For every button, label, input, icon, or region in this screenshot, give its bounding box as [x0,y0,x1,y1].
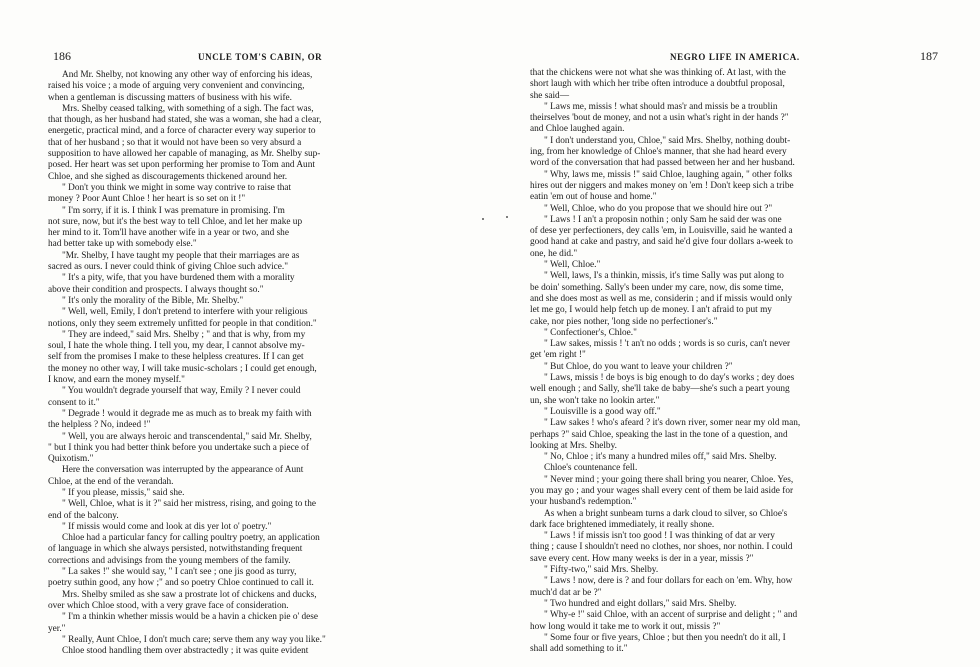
text-line: " Degrade ! would it degrade me as much as to break my faith with [62,408,312,419]
right-page-number: 187 [920,49,938,63]
text-line: As when a bright sunbeam turns a dark cloud to silver, so Chloe's [544,508,788,519]
text-line: " Well, Chloe, who do you propose that we should hire out ?" [544,203,773,214]
text-line: " Two hundred and eight dollars," said Mrs. Shelby. [544,598,737,609]
text-line: the helpless ? No, indeed !" [48,420,151,431]
text-line: " La sakes !" she would say, " I can't see ; one jis good as turry, [62,567,297,578]
text-line: of dese yer perfectioners, dey calls 'em, in Louisville, said he wanted a [530,226,793,237]
text-line: soul, I hate the whole thing. I tell you, my dear, I cannot absolve my- [48,341,305,352]
left-page [48,0,454,667]
text-line: hires out der niggers and makes money on 'em ! Don't keep sich a tribe [530,180,794,191]
text-line: " It's only the morality of the Bible, Mr. Shelby." [62,295,244,306]
text-line: supposition to have allowed her capable of managing, as Mr. Shelby sup- [48,149,321,160]
text-line: how long would it take me to work it out, missis ?" [530,621,721,632]
text-line: save every cent. How many weeks is der in a year, missis ?" [530,553,754,564]
text-line: " Why-e !" said Chloe, with an accent of surprise and delight ; " and [544,610,798,621]
text-line: " No, Chloe ; it's many a hundred miles off," said Mrs. Shelby. [544,452,777,463]
text-line: be doin' something. Sally's been under my care, now, dis some time, [530,282,784,293]
text-line: Chloe's countenance fell. [544,463,638,474]
text-line: " They are indeed," said Mrs. Shelby ; " and that is why, from my [62,329,306,340]
left-page-number: 186 [53,49,71,63]
text-line: " I don't understand you, Chloe," said Mrs. Shelby, nothing doubt- [544,135,791,146]
text-line: Chloe stood handling them over abstractedly ; it was quite evident [62,646,309,657]
text-line: that of her husband ; so that it would not have been so very absurd a [48,137,302,148]
text-line: corrections and advisings from the young members of the family. [48,555,291,566]
text-line: ing, from her knowledge of Chloe's manner, that she had heard every [530,147,787,158]
text-line: she said— [530,90,569,101]
text-line: " Some four or five years, Chloe ; but then you needn't do it all, I [544,632,786,643]
text-line: perhaps ?" said Chloe, speaking the last in the tone of a question, and [530,429,788,440]
text-line: " It's a pity, wife, that you have burdened them with a morality [62,273,295,284]
left-running-head [48,49,454,64]
text-line: end of the balcony. [48,510,119,521]
text-line: let me go, I would help fetch up de money. I an't afraid to put my [530,305,772,316]
text-line: " Law sakes, missis ! 't an't no odds ; words is so curis, can't never [544,339,791,350]
text-line: Chloe had a particular fancy for calling poultry poetry, an application [62,533,320,544]
text-line: yer." [48,623,66,634]
text-line: looking at Mrs. Shelby. [530,440,617,451]
text-line: short laugh with which her tribe often introduce a doubtful proposal, [530,79,785,90]
right-page [530,0,938,667]
text-line: consent to it." [48,397,100,408]
text-line: eatin 'em out of house and home." [530,192,657,203]
text-line: " I'm a thinkin whether missis would be a havin a chicken pie o' dese [62,612,319,623]
text-line: " Laws, missis ! de boys is big enough to do day's works ; dey does [544,373,795,384]
text-line: Mrs. Shelby smiled as she saw a prostrate lot of chickens and ducks, [62,589,317,600]
right-running-head [530,49,938,64]
text-line: " Well, Chloe." [544,260,601,271]
text-line: "Mr. Shelby, I have taught my people that their marriages are as [62,250,300,261]
text-line: the money no other way, I will take music-scholars ; I could get enough, [48,363,317,374]
text-line: " Really, Aunt Chloe, I don't much care; serve them any way you like." [62,634,326,645]
text-line: cake, nor pies nother, 'long side no perfectioner's." [530,316,718,327]
text-line: " Never mind ; your going there shall bring you nearer, Chloe. Yes, [544,474,794,485]
gutter-speck [482,218,484,220]
text-line: that the chickens were not what she was thinking of. At last, with the [530,68,786,78]
text-line: good hand at cake and pastry, and said he'd give four dollars a-week to [530,237,793,248]
text-line: thing ; cause I shouldn't need no clothes, nor shoes, nor nothin. I could [530,542,793,553]
text-line: dark face brightened immediately, it really shone. [530,519,715,530]
text-line: " Laws ! if missis isn't too good ! I was thinking of dat ar very [544,531,775,542]
text-line: poetry suthin good, any how ;" and so poetry Chloe continued to call it. [48,578,314,589]
text-line: theirselves 'bout de money, and not a usin what's right in der hands ?" [530,113,789,124]
text-line: and she does most as well as me, considerin ; and if missis would only [530,293,793,304]
gutter-speck [506,216,508,218]
right-running-title: NEGRO LIFE IN AMERICA. [670,52,800,62]
text-line: Mrs. Shelby ceased talking, with something of a sigh. The fact was, [62,103,314,114]
text-line: Quixotism." [48,454,94,465]
text-line: " Laws ! now, dere is ? and four dollars for each on 'em. Why, how [544,576,793,587]
text-line: that though, as her husband had stated, she was a woman, she had a clear, [48,115,322,126]
text-line: sacred as ours. I never could think of giving Chloe such advice." [48,262,289,273]
text-line: get 'em right !" [530,350,586,361]
text-line: and Chloe laughed again. [530,124,625,135]
text-line: And Mr. Shelby, not knowing any other way of enforcing his ideas, [62,70,313,80]
text-line: " Why, laws me, missis !" said Chloe, laughing again, " other folks [544,169,793,180]
text-line: " Well, Chloe, what is it ?" said her mistress, rising, and going to the [62,499,317,510]
text-line: money ? Poor Aunt Chloe ! her heart is so set on it !" [48,194,246,205]
text-line: when a gentleman is discussing matters of business with his wife. [48,92,293,103]
text-line: of language in which she always persisted, notwithstanding frequent [48,544,303,555]
text-line: Chloe, at the end of the verandah. [48,476,174,487]
text-line: " Well, laws, I's a thinkin, missis, it's time Sally was put along to [544,271,784,282]
text-line: " Fifty-two," said Mrs. Shelby. [544,565,659,576]
text-line: had better take up with somebody else." [48,239,197,250]
text-line: you may go ; and your wages shall every cent of them be laid aside for [530,485,794,496]
text-line: your husband's redemption." [530,497,637,508]
text-line: notions, only they seem extremely unfitted for people in that condition." [48,318,317,329]
text-line: " If missis would come and look at dis yer lot o' poetry." [62,521,272,532]
text-line: well enough ; and Sally, she'll take de baby—she's such a peart young [530,384,790,395]
text-line: Here the conversation was interrupted by the appearance of Aunt [62,465,304,476]
text-line: " Louisville is a good way off." [544,406,661,417]
text-line: " but I think you had better think before you undertake such a piece of [48,442,309,453]
text-line: " But Chloe, do you want to leave your children ?" [544,361,733,372]
gutter [482,190,510,230]
text-line: raised his voice ; a mode of arguing very convenient and convincing, [48,81,305,92]
text-line: self from the promises I make to these helpless creatures. If I can get [48,352,304,363]
text-line: " You wouldn't degrade yourself that way, Emily ? I never could [62,386,301,397]
text-line: " Laws me, missis ! what should mas'r and missis be a troublin [544,101,778,112]
text-line: above their condition and prospects. I always thought so." [48,284,264,295]
text-line: " Laws ! I an't a proposin nothin ; only Sam he said der was one [544,214,782,225]
text-line: not sure, now, but it's the best way to tell Chloe, and let her make up [48,216,303,227]
text-line: I know, and earn the money myself." [48,375,185,386]
text-line: shall add something to it." [530,644,628,655]
text-line: " If you please, missis," said she. [62,487,185,498]
text-line: her mind to it. Tom'll have another wife in a year or two, and she [48,228,289,239]
text-line: " Don't you think we might in some way contrive to raise that [62,182,292,193]
text-line: " I'm sorry, if it is. I think I was premature in promising. I'm [62,205,285,216]
text-line: posed. Her heart was set upon performing her promise to Tom and Aunt [48,160,315,171]
text-line: over which Chloe stood, with a very grave face of consideration. [48,600,289,611]
text-line: word of the conversation that had passed between her and her husband. [530,158,795,169]
text-line: " Confectioner's, Chloe." [544,327,637,338]
text-line: Chloe, and she sighed as discouragements thickened around her. [48,171,288,182]
text-line: un, she won't take no lookin arter." [530,395,660,406]
left-running-title: UNCLE TOM'S CABIN, OR [198,52,323,62]
text-line: " Law sakes ! who's afeard ? it's down river, somer near my old man, [544,418,801,429]
left-page-text [48,70,454,657]
text-line: " Well, well, Emily, I don't pretend to interfere with your religious [62,307,308,318]
text-line: energetic, practical mind, and a force of character every way superior to [48,126,316,137]
text-line: " Well, you are always heroic and transcendental," said Mr. Shelby, [62,431,312,442]
text-line: one, he did." [530,248,578,259]
right-page-text [530,68,938,655]
text-line: much'd dat ar be ?" [530,587,602,598]
